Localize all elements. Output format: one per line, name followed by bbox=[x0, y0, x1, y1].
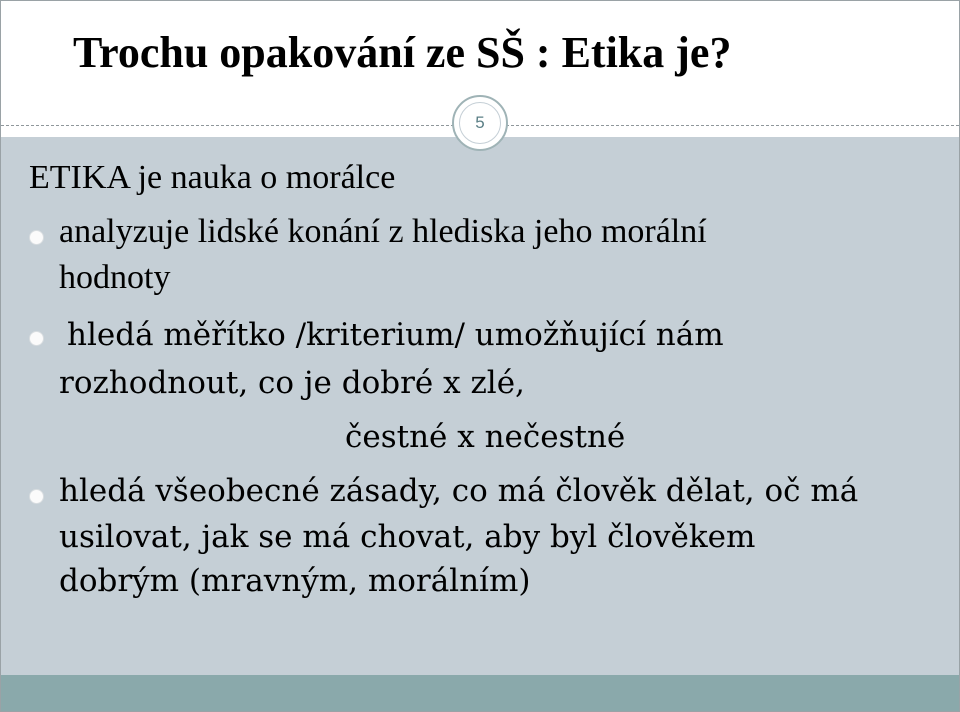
bullet-3-line-1: hledá všeobecné zásady, co má člověk dělat, oč má bbox=[59, 473, 859, 509]
slide-title: Trochu opakování ze SŠ : Etika je? bbox=[73, 28, 732, 77]
bullet-point-icon bbox=[29, 230, 44, 245]
slide-number: 5 bbox=[459, 102, 501, 144]
bullet-3-line-2: usilovat, jak se má chovat, aby byl člověkem bbox=[59, 519, 756, 555]
content-heading: ETIKA je nauka o morálce bbox=[29, 159, 396, 196]
slide-number-badge bbox=[452, 95, 508, 151]
bullet-1-line-1: analyzuje lidské konání z hlediska jeho morální bbox=[59, 213, 707, 250]
footer-band bbox=[1, 675, 959, 712]
bullet-point-icon bbox=[29, 331, 44, 346]
bullet-point-icon bbox=[29, 489, 44, 504]
bullet-3-line-3: dobrým (mravným, morálním) bbox=[59, 563, 531, 599]
bullet-2-line-1: hledá měřítko /kriterium/ umožňující nám bbox=[67, 317, 724, 353]
bullet-1-line-2: hodnoty bbox=[59, 259, 171, 296]
bullet-2-line-2: rozhodnout, co je dobré x zlé, bbox=[59, 365, 525, 401]
bullet-2-line-3: čestné x nečestné bbox=[345, 419, 626, 455]
